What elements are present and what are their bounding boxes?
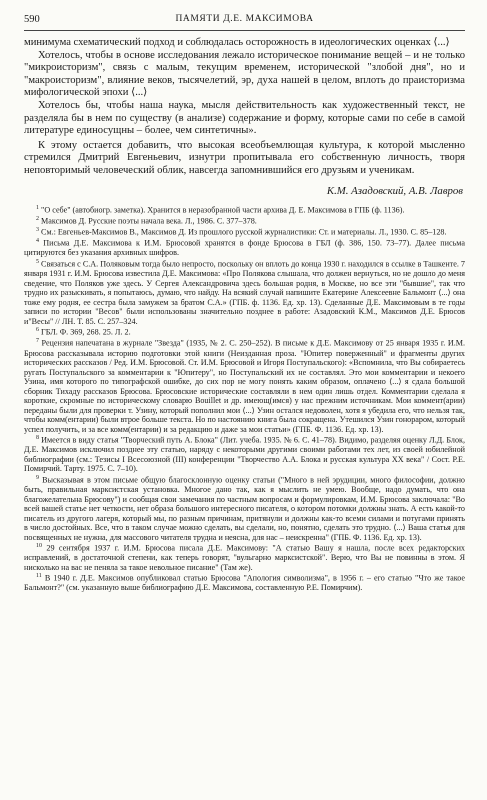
footnote-number: 5 <box>36 258 39 265</box>
footnote <box>24 542 465 572</box>
footnote-text: Связаться с С.А. Поляковым тогда было непросто, поскольку он вплоть до конца 1930 г. находился в ссылке в Ташкенте. 7 января 1931 г. И.М. Брюсова известила Д.Е. Максимова: «Про Полякова слышала, что должен вернуться, но не дошло до меня сведение, что Поляков уже здесь. У Сергея Александровича здесь большая родня, в Москве, но все эти "бывшие", так что трудно их разыскивать, я попытаюсь, думаю, что найду. На всякий случай напишите Екатерине Алексеевне Бальмонт ⟨...⟩ она тоже ему родня, ее сестра была замужем за братом С.А.» (ГПБ. ф. 1136. Ед. хр. 13). Сделанные Д.Е. Максимовым в те годы записи по истории "Весов" были использованы значительно позднее в работе: Азадовский К.М., Максимов Д.Е. Брюсов и"Весы" // ЛН. Т. 85. С. 257–324. <box>24 259 465 326</box>
main-text <box>24 37 465 178</box>
footnote-text: 29 сентября 1937 г. И.М. Брюсова писала Д.Е. Максимову: "А статью Вашу я нашла, после всех редакторских исправлений, в достаточной степени, как теперь говорят, "вульгарно марксистской". Верю, что Вы не повинны в этом. Я нисколько на вас не пеняла за такое невольное писание" (Там же). <box>24 543 465 572</box>
footnote <box>24 337 465 434</box>
footnote-number: 10 <box>36 543 42 549</box>
running-header <box>24 14 465 31</box>
footnote-text: Максимов Д. Русские поэты начала века. Л., 1986. С. 377–378. <box>39 216 257 226</box>
footnote <box>24 237 465 258</box>
footnote-number: 4 <box>36 238 39 245</box>
body-paragraph: Хотелось, чтобы в основе исследования лежало историческое понимание вещей – и не только "микроисторизм", связь с малым, текущим временем, исторической "злобой дня", но и "макроисторизм", влияние веков, тысячелетий, эр, духа нашей в целом, вплоть до праисторизма мифологической эпохи ⟨...⟩ <box>24 49 465 99</box>
footnote-text: Высказывая в этом письме общую благосклонную оценку статьи ("Много в ней эрудиции, много философии, должно быть, правильная марксистская установка. Многое дано так, как я мыслить не умею. Вообще, надо думать, что она благожелательна Брюсову") и сообщая свои замечания по частным вопросам и формулировкам, И.М. Брюсова заключала: "Во всей вашей статье нет четкости, нет образа большого интересного писателя, о котором потомки должны знать. А есть какой-то писатель из другого лагеря, который мы, по разным причинам, притянули и должны как-то всеми силами и потугами принять в число достойных. Все, что в таком случае можно сделать, вы сделали, но, понятно, сделать это трудно. ⟨...⟩ Ваша статья для посвященных не нужна, для массового читателя трудна и неясна, для нас – неискренна" (ГПБ. Ф. 1136. Ед. хр. 13). <box>24 475 465 542</box>
footnote <box>24 226 465 237</box>
footnote-number: 6 <box>36 327 39 334</box>
footnote <box>24 474 465 542</box>
page-number: 590 <box>24 14 40 25</box>
footnote-text: Имеется в виду статья "Творческий путь А. Блока" (Лит. учеба. 1935. № 6. С. 41–78). Видимо, разделяя оценку Л.Д. Блок, Д.Е. Максимов исключил позднее эту статью, наряду с некоторыми другими своими работами тех лет, из своей юбилейной библиографии (см.: Тезисы I Всесоюзной (III) конференции "Творчество А.А. Блока и русская культура XX века" / Сост. Р.Е. Помирчий. Тарту. 1975. С. 7–10). <box>24 435 465 474</box>
footnote-text: Рецензия напечатана в журнале "Звезда" (1935, № 2. С. 250–252). В письме к Д.Е. Максимову от 25 января 1935 г. И.М. Брюсова рассказывала историю подготовки этой книги (Неизданная проза. "Юпитер поверженный" и фрагменты других исторических рассказов / Ред. И.М. Брюсовой. Ст. И.М. Брюсовой и Игоря Поступальского): «Вспомнила, что Вы собираетесь ругать Поступальского за комментарии к "Юпитеру", но Поступальский их не составлял. Это мои комментарии и некоего Узина, имя которого по типографской ошибке, до сих пор не могу понять каким образом, оплачено ⟨...⟩ я сдала большой сборник Тихаду рассказов Брюсова. Брюсовские исторические составляли в нем один лишь отдел. Комментарии сделала я короткие, скромные по историческому словарю Bouillet и др. имеющ(имся) у нас прежним источникам. Мои коммент(арии) переданы были для проверки т. Узину, который пополнил мои ⟨...⟩ Узин остался недоволен, хотя я убедила его, что нельзя так, чтобы комм(ентарии) были втрое больше текста. Но по настоянию книга была сокращена. Утешился Узин гонораром, который успел получить, и за все комм(ентарии) и за редакцию и даже за мои статьи» (ГПБ. Ф. 1136. Ед. хр. 13). <box>24 339 465 434</box>
footnote <box>24 572 465 593</box>
footnote <box>24 434 465 474</box>
author-signature: К.М. Азадовский, А.В. Лавров <box>326 184 463 197</box>
footnote-text: "О себе" (автобиогр. заметка). Хранится в неразобранной части архива Д. Е. Максимова в ГПБ (ф. 1136). <box>39 205 405 215</box>
footnote <box>24 326 465 337</box>
footnotes <box>24 204 465 593</box>
footnote-number: 1 <box>36 204 39 211</box>
footnote-text: Письма Д.Е. Максимова к И.М. Брюсовой хранятся в фонде Брюсова в ГБЛ (ф. 386, 150. 73–77). Далее письма цитируются без указания архивных шифров. <box>24 238 465 258</box>
footnote-text: ГБЛ. Ф. 369, 268. 25. Л. 2. <box>39 327 131 337</box>
footnote <box>24 215 465 226</box>
running-title: ПАМЯТИ Д.Е. МАКСИМОВА <box>175 14 314 24</box>
footnote-number: 8 <box>36 435 39 442</box>
footnote-number: 11 <box>36 573 42 580</box>
body-paragraph: минимума схематический подход и соблюдалась осторожность в идеологических оценках ⟨...⟩ <box>24 37 450 48</box>
footnote-number: 2 <box>36 215 39 222</box>
footnote-text: См.: Евгеньев-Максимов В., Максимов Д. Из прошлого русской журналистики: Ст. и материалы. Л., 1930. С. 85–128. <box>39 227 447 237</box>
footnote-number: 9 <box>36 474 39 481</box>
footnote <box>24 258 465 326</box>
body-paragraph: Хотелось бы, чтобы наша наука, мысля действительность как художественный текст, не разделяла бы в нем по существу (в анализе) содержание и форму, которые сами по себе в самой литературе единосущны – более, чем синтетичны». <box>24 99 465 137</box>
footnote-number: 7 <box>36 338 39 345</box>
footnote-text: В 1940 г. Д.Е. Максимов опубликовал статью Брюсова "Апология символизма", в 1956 г. – его статью "Что же такое Бальмонт?" (см. указанную выше библиографию Д.Е. Максимова, составленную Р.Е. Помирчим). <box>24 573 465 593</box>
footnote <box>24 204 465 215</box>
body-paragraph: К этому остается добавить, что высокая всеобъемлющая культура, к которой мысленно стремился Дмитрий Евгеньевич, изнутри пропитывала его собственную личность, творя неповторимый человеческий облик, навсегда запомнившийся его друзьям и ученикам. <box>24 139 465 176</box>
footnote-number: 3 <box>36 226 39 233</box>
